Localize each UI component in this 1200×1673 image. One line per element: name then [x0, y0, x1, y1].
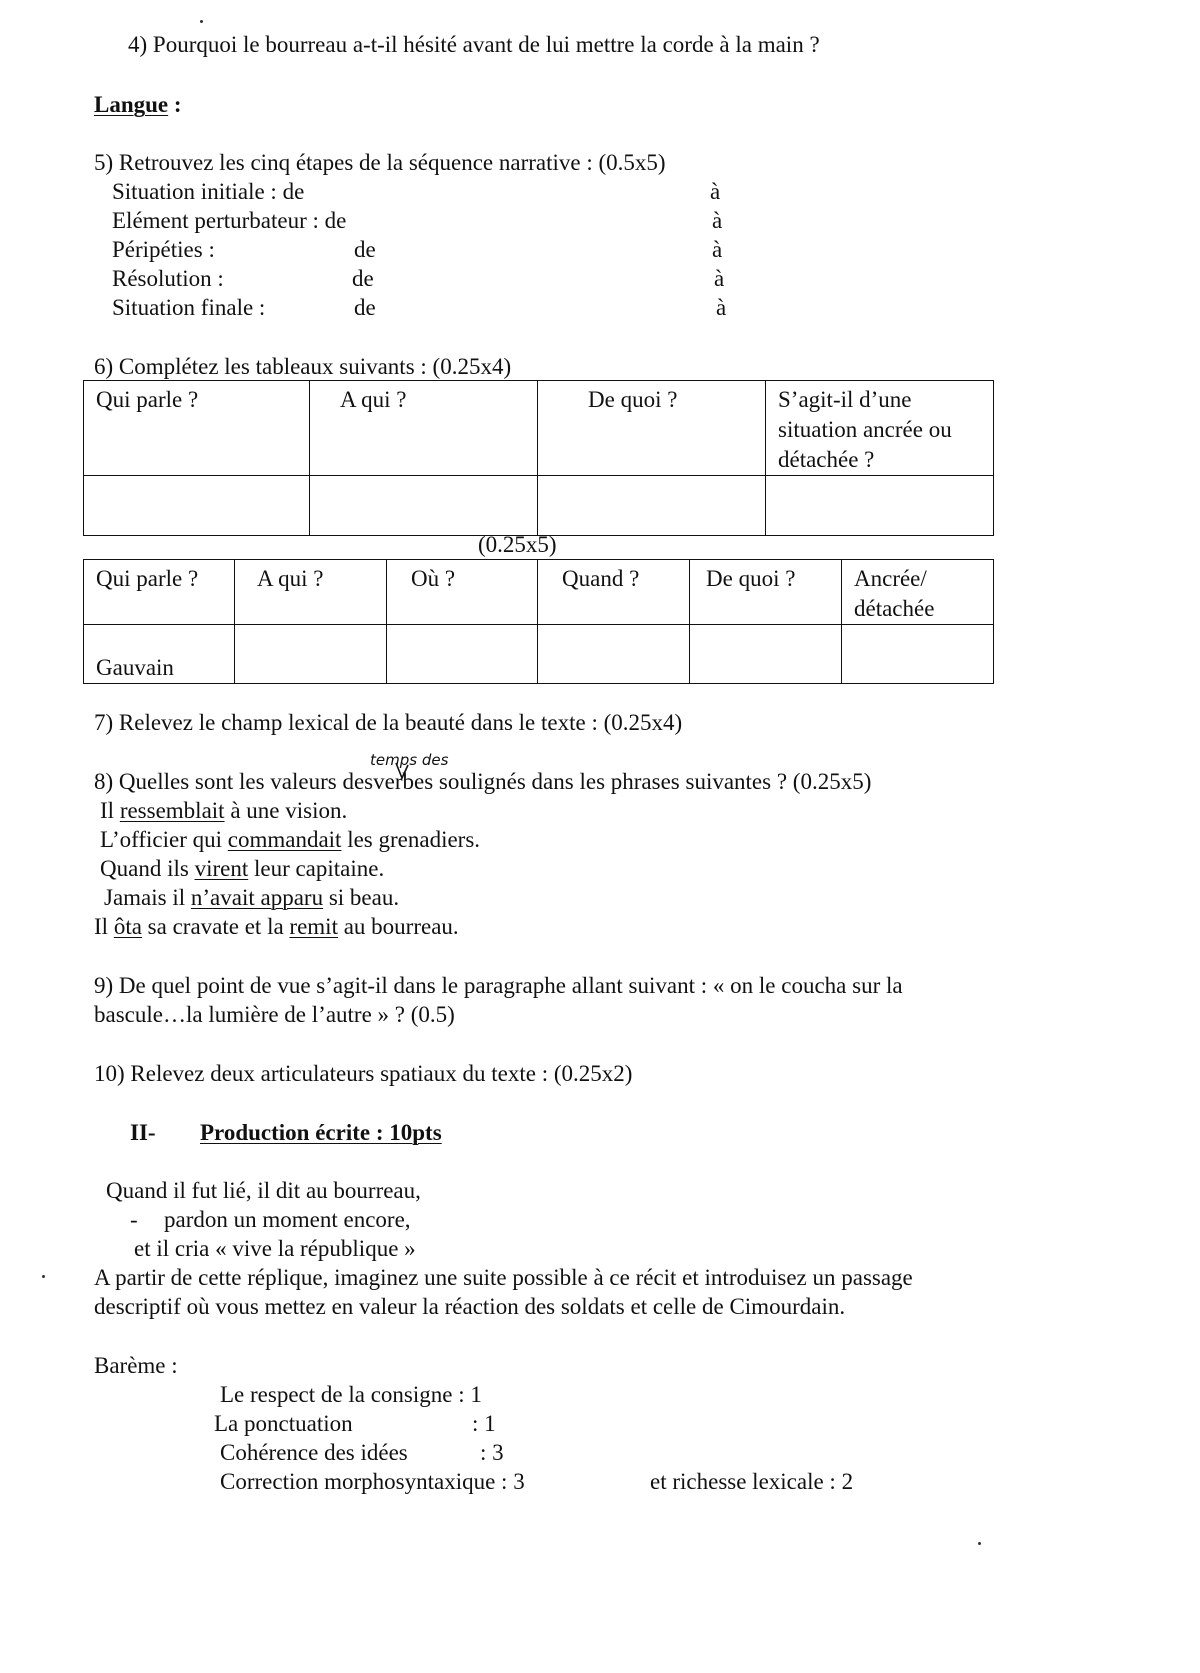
- q8-text: Jamais il: [104, 885, 191, 910]
- q8-sentence: [104, 883, 399, 913]
- q5-row-a: à: [712, 237, 723, 262]
- bareme-title: Barème :: [94, 1353, 178, 1378]
- q8-text: les grenadiers.: [341, 827, 481, 852]
- question-9-line2: bascule…la lumière de l’autre » ? (0.5): [94, 1002, 455, 1027]
- q8-underlined-verb: remit: [289, 914, 338, 939]
- q8-sentence: [100, 796, 347, 826]
- question-7: 7) Relevez le champ lexical de la beauté dans le texte : (0.25x4): [94, 710, 683, 735]
- bareme-value: : 1: [472, 1411, 496, 1436]
- table-1: [83, 380, 994, 536]
- table-1-cell[interactable]: [310, 476, 538, 536]
- q8-text: Quand ils: [100, 856, 195, 881]
- q8-sentence: [94, 912, 459, 942]
- langue-title: Langue: [94, 92, 169, 117]
- table-2-header: Ancrée/ détachée: [842, 560, 994, 625]
- quote-line: Quand il fut lié, il dit au bourreau,: [106, 1178, 421, 1203]
- table-1-header: S’agit-il d’une situation ancrée ou détachée ?: [766, 381, 994, 476]
- table-1-cell[interactable]: [766, 476, 994, 536]
- langue-colon: :: [168, 92, 182, 117]
- section-number: II-: [130, 1120, 156, 1145]
- q8-title-pre: 8) Quelles sont les valeurs des: [94, 769, 374, 794]
- table-1-header: A qui ?: [310, 381, 538, 476]
- q5-row-de: de: [354, 237, 376, 262]
- q8-underlined-verb: n’avait apparu: [190, 885, 324, 910]
- table-2-answer-row: [84, 625, 994, 684]
- question-4: 4) Pourquoi le bourreau a-t-il hésité avant de lui mettre la corde à la main ?: [128, 32, 820, 57]
- table-2-score: (0.25x5): [478, 532, 557, 557]
- q8-text: au bourreau.: [337, 914, 459, 939]
- bareme-value: : 3: [480, 1440, 504, 1465]
- table-1-cell[interactable]: [84, 476, 310, 536]
- q5-row-de: de: [354, 295, 376, 320]
- table-2-cell[interactable]: [842, 625, 994, 684]
- q5-row-a: à: [712, 208, 723, 233]
- table-2-header: Qui parle ?: [84, 560, 235, 625]
- q8-text: sa cravate et la: [141, 914, 290, 939]
- bareme-item: Le respect de la consigne : 1: [220, 1382, 482, 1407]
- q8-title-post: verbes soulignés dans les phrases suivantes ? (0.25x5): [373, 769, 872, 794]
- q8-text: Il: [100, 798, 120, 823]
- table-2-cell[interactable]: [387, 625, 538, 684]
- q5-row-de: de: [352, 266, 374, 291]
- table-1-header: De quoi ?: [538, 381, 766, 476]
- q5-row-label: Situation finale :: [112, 295, 266, 320]
- table-2-cell[interactable]: [235, 625, 387, 684]
- question-5-title: 5) Retrouvez les cinq étapes de la séquence narrative : (0.5x5): [94, 150, 666, 175]
- q8-underlined-verb: virent: [194, 856, 249, 881]
- q5-row-a: à: [710, 179, 721, 204]
- table-2-cell: Gauvain: [84, 625, 235, 684]
- question-6-title: 6) Complétez les tableaux suivants : (0.25x4): [94, 354, 512, 379]
- question-10: 10) Relevez deux articulateurs spatiaux du texte : (0.25x2): [94, 1061, 633, 1086]
- table-2-cell[interactable]: [538, 625, 690, 684]
- quote-line: et il cria « vive la république »: [134, 1236, 416, 1261]
- table-2-header: Où ?: [387, 560, 538, 625]
- q5-row-label: Résolution :: [112, 266, 224, 291]
- q5-row-label: Elément perturbateur : de: [112, 208, 347, 233]
- langue-heading: [94, 90, 182, 120]
- q8-text: Il: [94, 914, 114, 939]
- table-2-header-row: [84, 560, 994, 625]
- table-2-header: De quoi ?: [690, 560, 842, 625]
- q8-underlined-verb: ôta: [113, 914, 142, 939]
- table-2: [83, 559, 994, 684]
- bareme-extra: et richesse lexicale : 2: [650, 1469, 854, 1494]
- scan-speck: [42, 1275, 45, 1278]
- bareme-item: Cohérence des idées: [220, 1440, 408, 1465]
- consigne-line: descriptif où vous mettez en valeur la réaction des soldats et celle de Cimourdain.: [94, 1294, 846, 1319]
- table-1-header-row: [84, 381, 994, 476]
- quote-line: pardon un moment encore,: [164, 1207, 411, 1232]
- scan-speck: [200, 20, 203, 23]
- question-9-line1: 9) De quel point de vue s’agit-il dans le paragraphe allant suivant : « on le coucha sur la: [94, 973, 903, 998]
- table-2-cell[interactable]: [690, 625, 842, 684]
- bareme-item: La ponctuation: [214, 1411, 353, 1436]
- table-1-cell[interactable]: [538, 476, 766, 536]
- table-2-header: Quand ?: [538, 560, 690, 625]
- q8-underlined-verb: commandait: [227, 827, 342, 852]
- q8-text: à une vision.: [224, 798, 348, 823]
- q8-text: L’officier qui: [100, 827, 228, 852]
- q8-text: si beau.: [323, 885, 400, 910]
- q5-row-label: Situation initiale : de: [112, 179, 305, 204]
- q5-row-label: Péripéties :: [112, 237, 215, 262]
- q8-underlined-verb: ressemblait: [119, 798, 225, 823]
- bareme-item: Correction morphosyntaxique : 3: [220, 1469, 525, 1494]
- q8-sentence: [100, 854, 384, 884]
- table-1-answer-row: [84, 476, 994, 536]
- q8-sentence: [100, 825, 480, 855]
- table-2-header: A qui ?: [235, 560, 387, 625]
- quote-dash: -: [130, 1207, 138, 1232]
- consigne-line: A partir de cette réplique, imaginez une suite possible à ce récit et introduisez un passage: [94, 1265, 913, 1290]
- table-1-header: Qui parle ?: [84, 381, 310, 476]
- question-8-title: [94, 767, 871, 797]
- handwritten-annotation: temps des: [370, 751, 449, 769]
- q8-text: leur capitaine.: [248, 856, 385, 881]
- q5-row-a: à: [716, 295, 727, 320]
- q5-row-a: à: [714, 266, 725, 291]
- scan-speck: [978, 1542, 981, 1545]
- production-title: Production écrite : 10pts: [200, 1120, 442, 1145]
